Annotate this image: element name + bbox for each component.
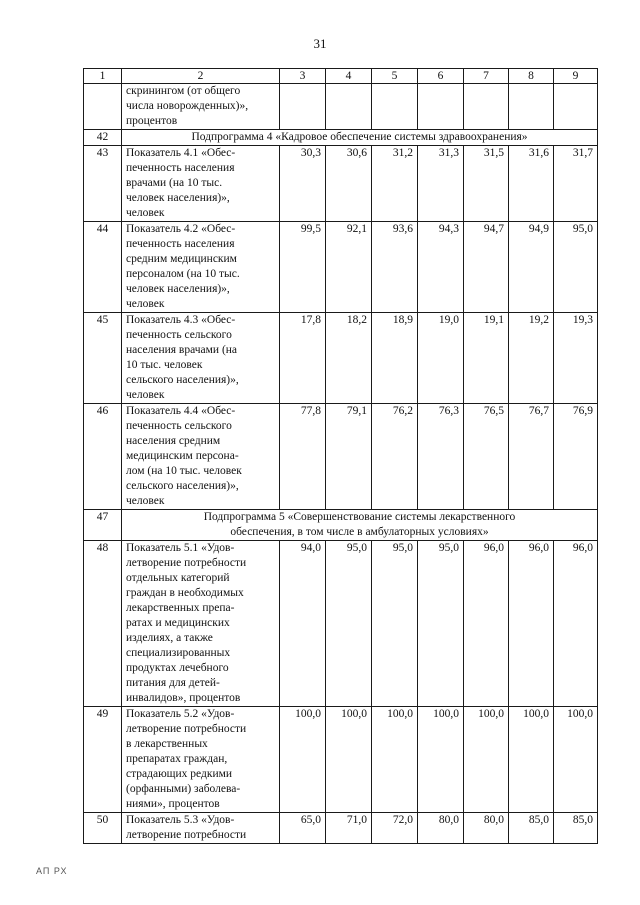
- value-cell: 95,0: [418, 541, 464, 707]
- value-cell: 31,7: [554, 146, 598, 222]
- value-cell: 17,8: [280, 313, 326, 404]
- table-row: [84, 222, 598, 313]
- table-row: [84, 84, 598, 130]
- row-number: 50: [84, 813, 122, 844]
- value-cell: 18,2: [326, 313, 372, 404]
- row-number: 46: [84, 404, 122, 510]
- table-row: [84, 146, 598, 222]
- table-row: [84, 707, 598, 813]
- row-number: 48: [84, 541, 122, 707]
- indicator-description: Показатель 4.3 «Обес- печенность сельского населения врачами (на 10 тыс. человек сельского населения)», человек: [122, 313, 280, 404]
- value-cell: 85,0: [554, 813, 598, 844]
- value-cell: 95,0: [372, 541, 418, 707]
- value-cell: 76,9: [554, 404, 598, 510]
- value-cell: [326, 84, 372, 130]
- subprogram-row: [84, 130, 598, 146]
- value-cell: 96,0: [464, 541, 509, 707]
- value-cell: 65,0: [280, 813, 326, 844]
- value-cell: 94,9: [509, 222, 554, 313]
- value-cell: 95,0: [326, 541, 372, 707]
- value-cell: 100,0: [509, 707, 554, 813]
- value-cell: 94,0: [280, 541, 326, 707]
- value-cell: 100,0: [372, 707, 418, 813]
- value-cell: [554, 84, 598, 130]
- value-cell: 99,5: [280, 222, 326, 313]
- indicator-description: Показатель 5.2 «Удов- летворение потребности в лекарственных препаратах граждан, страдающих редкими (орфанными) заболева- ниями», процентов: [122, 707, 280, 813]
- value-cell: 100,0: [464, 707, 509, 813]
- row-number: 42: [84, 130, 122, 146]
- header-cell: 8: [509, 69, 554, 84]
- indicator-description: Показатель 4.4 «Обес- печенность сельского населения средним медицинским персона- лом (на 10 тыс. человек сельского населения)», человек: [122, 404, 280, 510]
- page-number: 31: [313, 36, 327, 51]
- footer-mark: АП РХ: [36, 866, 68, 876]
- value-cell: 80,0: [464, 813, 509, 844]
- table-row: [84, 813, 598, 844]
- row-number: 43: [84, 146, 122, 222]
- table-row: [84, 541, 598, 707]
- value-cell: 19,0: [418, 313, 464, 404]
- value-cell: [280, 84, 326, 130]
- subprogram-row: [84, 510, 598, 541]
- value-cell: 77,8: [280, 404, 326, 510]
- value-cell: [418, 84, 464, 130]
- table-row: [84, 404, 598, 510]
- header-cell: 4: [326, 69, 372, 84]
- indicator-description: Показатель 4.1 «Обес- печенность населения врачами (на 10 тыс. человек населения)», человек: [122, 146, 280, 222]
- value-cell: 31,5: [464, 146, 509, 222]
- value-cell: 92,1: [326, 222, 372, 313]
- value-cell: [372, 84, 418, 130]
- value-cell: [509, 84, 554, 130]
- value-cell: 76,3: [418, 404, 464, 510]
- header-cell: 3: [280, 69, 326, 84]
- value-cell: 96,0: [509, 541, 554, 707]
- value-cell: 19,1: [464, 313, 509, 404]
- value-cell: 100,0: [418, 707, 464, 813]
- value-cell: 93,6: [372, 222, 418, 313]
- value-cell: 72,0: [372, 813, 418, 844]
- value-cell: 76,7: [509, 404, 554, 510]
- value-cell: 30,6: [326, 146, 372, 222]
- value-cell: [464, 84, 509, 130]
- indicator-description: Показатель 4.2 «Обес- печенность населения средним медицинским персоналом (на 10 тыс. человек населения)», человек: [122, 222, 280, 313]
- subprogram-title: Подпрограмма 5 «Совершенствование системы лекарственного обеспечения, в том числе в амбулаторных условиях»: [122, 510, 598, 541]
- indicator-description: Показатель 5.1 «Удов- летворение потребности отдельных категорий граждан в необходимых лекарственных препа- ратах и медицинских изделиях, а также специализированных продуктах лечебного питания для детей- инвалидов», процентов: [122, 541, 280, 707]
- header-cell: 2: [122, 69, 280, 84]
- value-cell: 18,9: [372, 313, 418, 404]
- value-cell: 31,2: [372, 146, 418, 222]
- row-number: 45: [84, 313, 122, 404]
- value-cell: 95,0: [554, 222, 598, 313]
- row-number: [84, 84, 122, 130]
- value-cell: 100,0: [554, 707, 598, 813]
- header-cell: 9: [554, 69, 598, 84]
- row-number: 47: [84, 510, 122, 541]
- indicator-description: скринингом (от общего числа новорожденных)», процентов: [122, 84, 280, 130]
- value-cell: 94,3: [418, 222, 464, 313]
- value-cell: 31,6: [509, 146, 554, 222]
- value-cell: 96,0: [554, 541, 598, 707]
- row-number: 44: [84, 222, 122, 313]
- value-cell: 80,0: [418, 813, 464, 844]
- value-cell: 79,1: [326, 404, 372, 510]
- value-cell: 76,5: [464, 404, 509, 510]
- header-cell: 6: [418, 69, 464, 84]
- value-cell: 71,0: [326, 813, 372, 844]
- indicator-description: Показатель 5.3 «Удов- летворение потребности: [122, 813, 280, 844]
- value-cell: 30,3: [280, 146, 326, 222]
- value-cell: 76,2: [372, 404, 418, 510]
- value-cell: 100,0: [280, 707, 326, 813]
- row-number: 49: [84, 707, 122, 813]
- subprogram-title: Подпрограмма 4 «Кадровое обеспечение системы здравоохранения»: [122, 130, 598, 146]
- header-cell: 5: [372, 69, 418, 84]
- value-cell: 100,0: [326, 707, 372, 813]
- value-cell: 19,3: [554, 313, 598, 404]
- table-header-row: [84, 69, 598, 84]
- header-cell: 7: [464, 69, 509, 84]
- header-cell: 1: [84, 69, 122, 84]
- value-cell: 31,3: [418, 146, 464, 222]
- table-row: [84, 313, 598, 404]
- value-cell: 85,0: [509, 813, 554, 844]
- value-cell: 94,7: [464, 222, 509, 313]
- indicator-table: [83, 68, 598, 844]
- value-cell: 19,2: [509, 313, 554, 404]
